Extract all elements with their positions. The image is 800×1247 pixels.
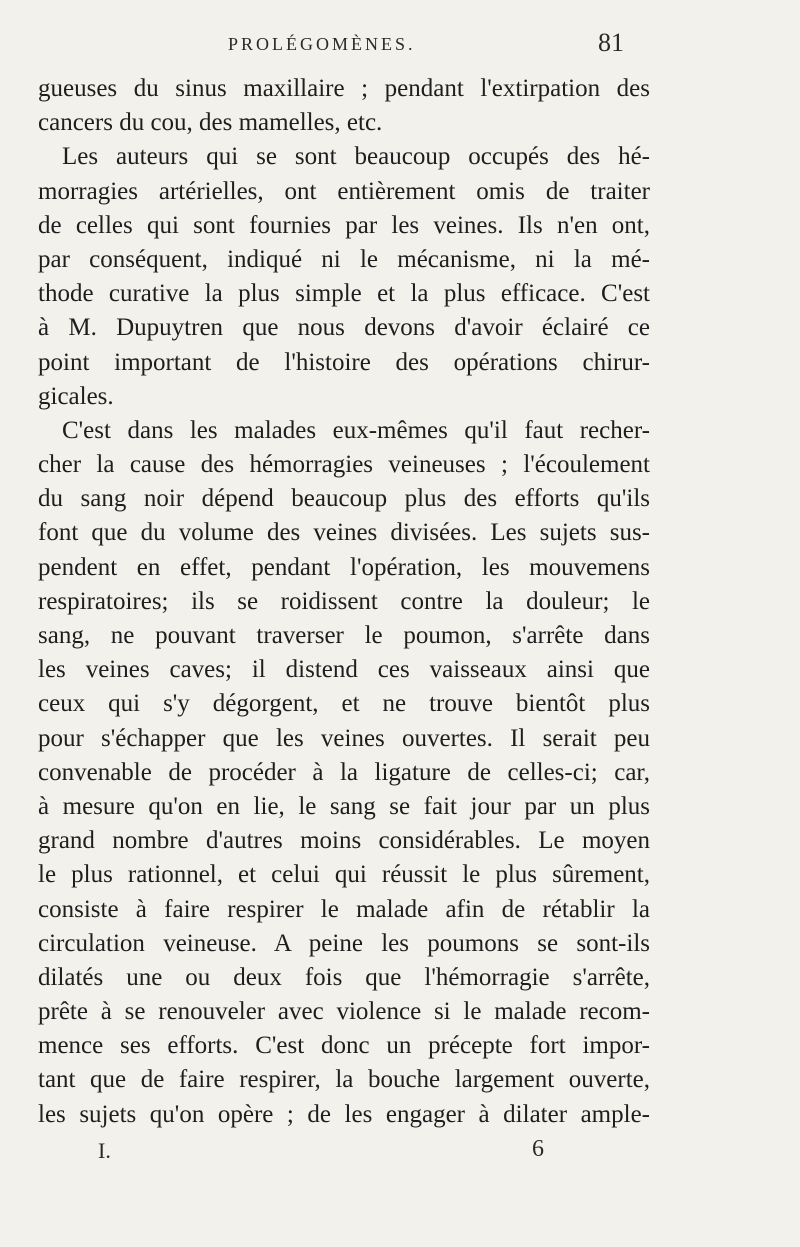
text-line: dilatés une ou deux fois que l'hémorragie s'arrête, <box>38 963 650 991</box>
page-number: 81 <box>598 28 624 57</box>
text-line: gueuses du sinus maxillaire ; pendant l'extirpation des <box>38 75 650 102</box>
running-head <box>0 30 800 60</box>
text-line: gicales. <box>38 382 114 410</box>
gathering-number: 6 <box>532 1136 544 1162</box>
text-line: morragies artérielles, ont entièrement omis de traiter <box>38 177 650 205</box>
text-line: Les auteurs qui se sont beaucoup occupés des hé- <box>62 143 650 171</box>
signature-mark: I. <box>98 1138 111 1163</box>
text-line: point important de l'histoire des opérations chirur- <box>38 348 650 376</box>
text-line: font que du volume des veines divisées. Les sujets sus- <box>38 519 650 547</box>
text-line: circulation veineuse. A peine les poumons se sont-ils <box>38 929 650 957</box>
text-line: mence ses efforts. C'est donc un précepte fort impor- <box>38 1032 650 1060</box>
text-line: C'est dans les malades eux-mêmes qu'il faut recher- <box>62 416 650 444</box>
text-line: prête à se renouveler avec violence si le malade recom- <box>38 998 650 1026</box>
text-line: à M. Dupuytren que nous devons d'avoir éclairé ce <box>38 314 650 342</box>
text-line: respiratoires; ils se roidissent contre la douleur; le <box>38 587 650 615</box>
text-line: pendent en effet, pendant l'opération, les mouvemens <box>38 553 650 581</box>
text-line: grand nombre d'autres moins considérables. Le moyen <box>38 827 650 855</box>
text-line: du sang noir dépend beaucoup plus des efforts qu'ils <box>38 485 650 513</box>
text-line: ceux qui s'y dégorgent, et ne trouve bientôt plus <box>38 690 650 718</box>
text-line: le plus rationnel, et celui qui réussit le plus sûrement, <box>38 861 650 889</box>
text-line: thode curative la plus simple et la plus efficace. C'est <box>38 280 650 308</box>
text-line: par conséquent, indiqué ni le mécanisme, ni la mé- <box>38 245 650 273</box>
page-footer <box>0 1132 800 1172</box>
text-line: consiste à faire respirer le malade afin de rétablir la <box>38 895 650 923</box>
running-head-title: PROLÉGOMÈNES. <box>228 34 416 54</box>
text-line: à mesure qu'on en lie, le sang se fait jour par un plus <box>38 792 650 820</box>
text-line: les veines caves; il distend ces vaisseaux ainsi que <box>38 656 650 684</box>
text-line: les sujets qu'on opère ; de les engager à dilater ample- <box>38 1100 650 1128</box>
text-line: convenable de procéder à la ligature de celles-ci; car, <box>38 758 650 786</box>
text-line: cher la cause des hémorragies veineuses ; l'écoulement <box>38 451 650 479</box>
text-line: cancers du cou, des mamelles, etc. <box>38 109 383 137</box>
text-line: pour s'échapper que les veines ouvertes. Il serait peu <box>38 724 650 752</box>
body-text <box>38 72 650 1132</box>
text-line: de celles qui sont fournies par les veines. Ils n'en ont, <box>38 211 650 239</box>
text-line: tant que de faire respirer, la bouche largement ouverte, <box>38 1066 650 1094</box>
text-line: sang, ne pouvant traverser le poumon, s'arrête dans <box>38 622 650 649</box>
